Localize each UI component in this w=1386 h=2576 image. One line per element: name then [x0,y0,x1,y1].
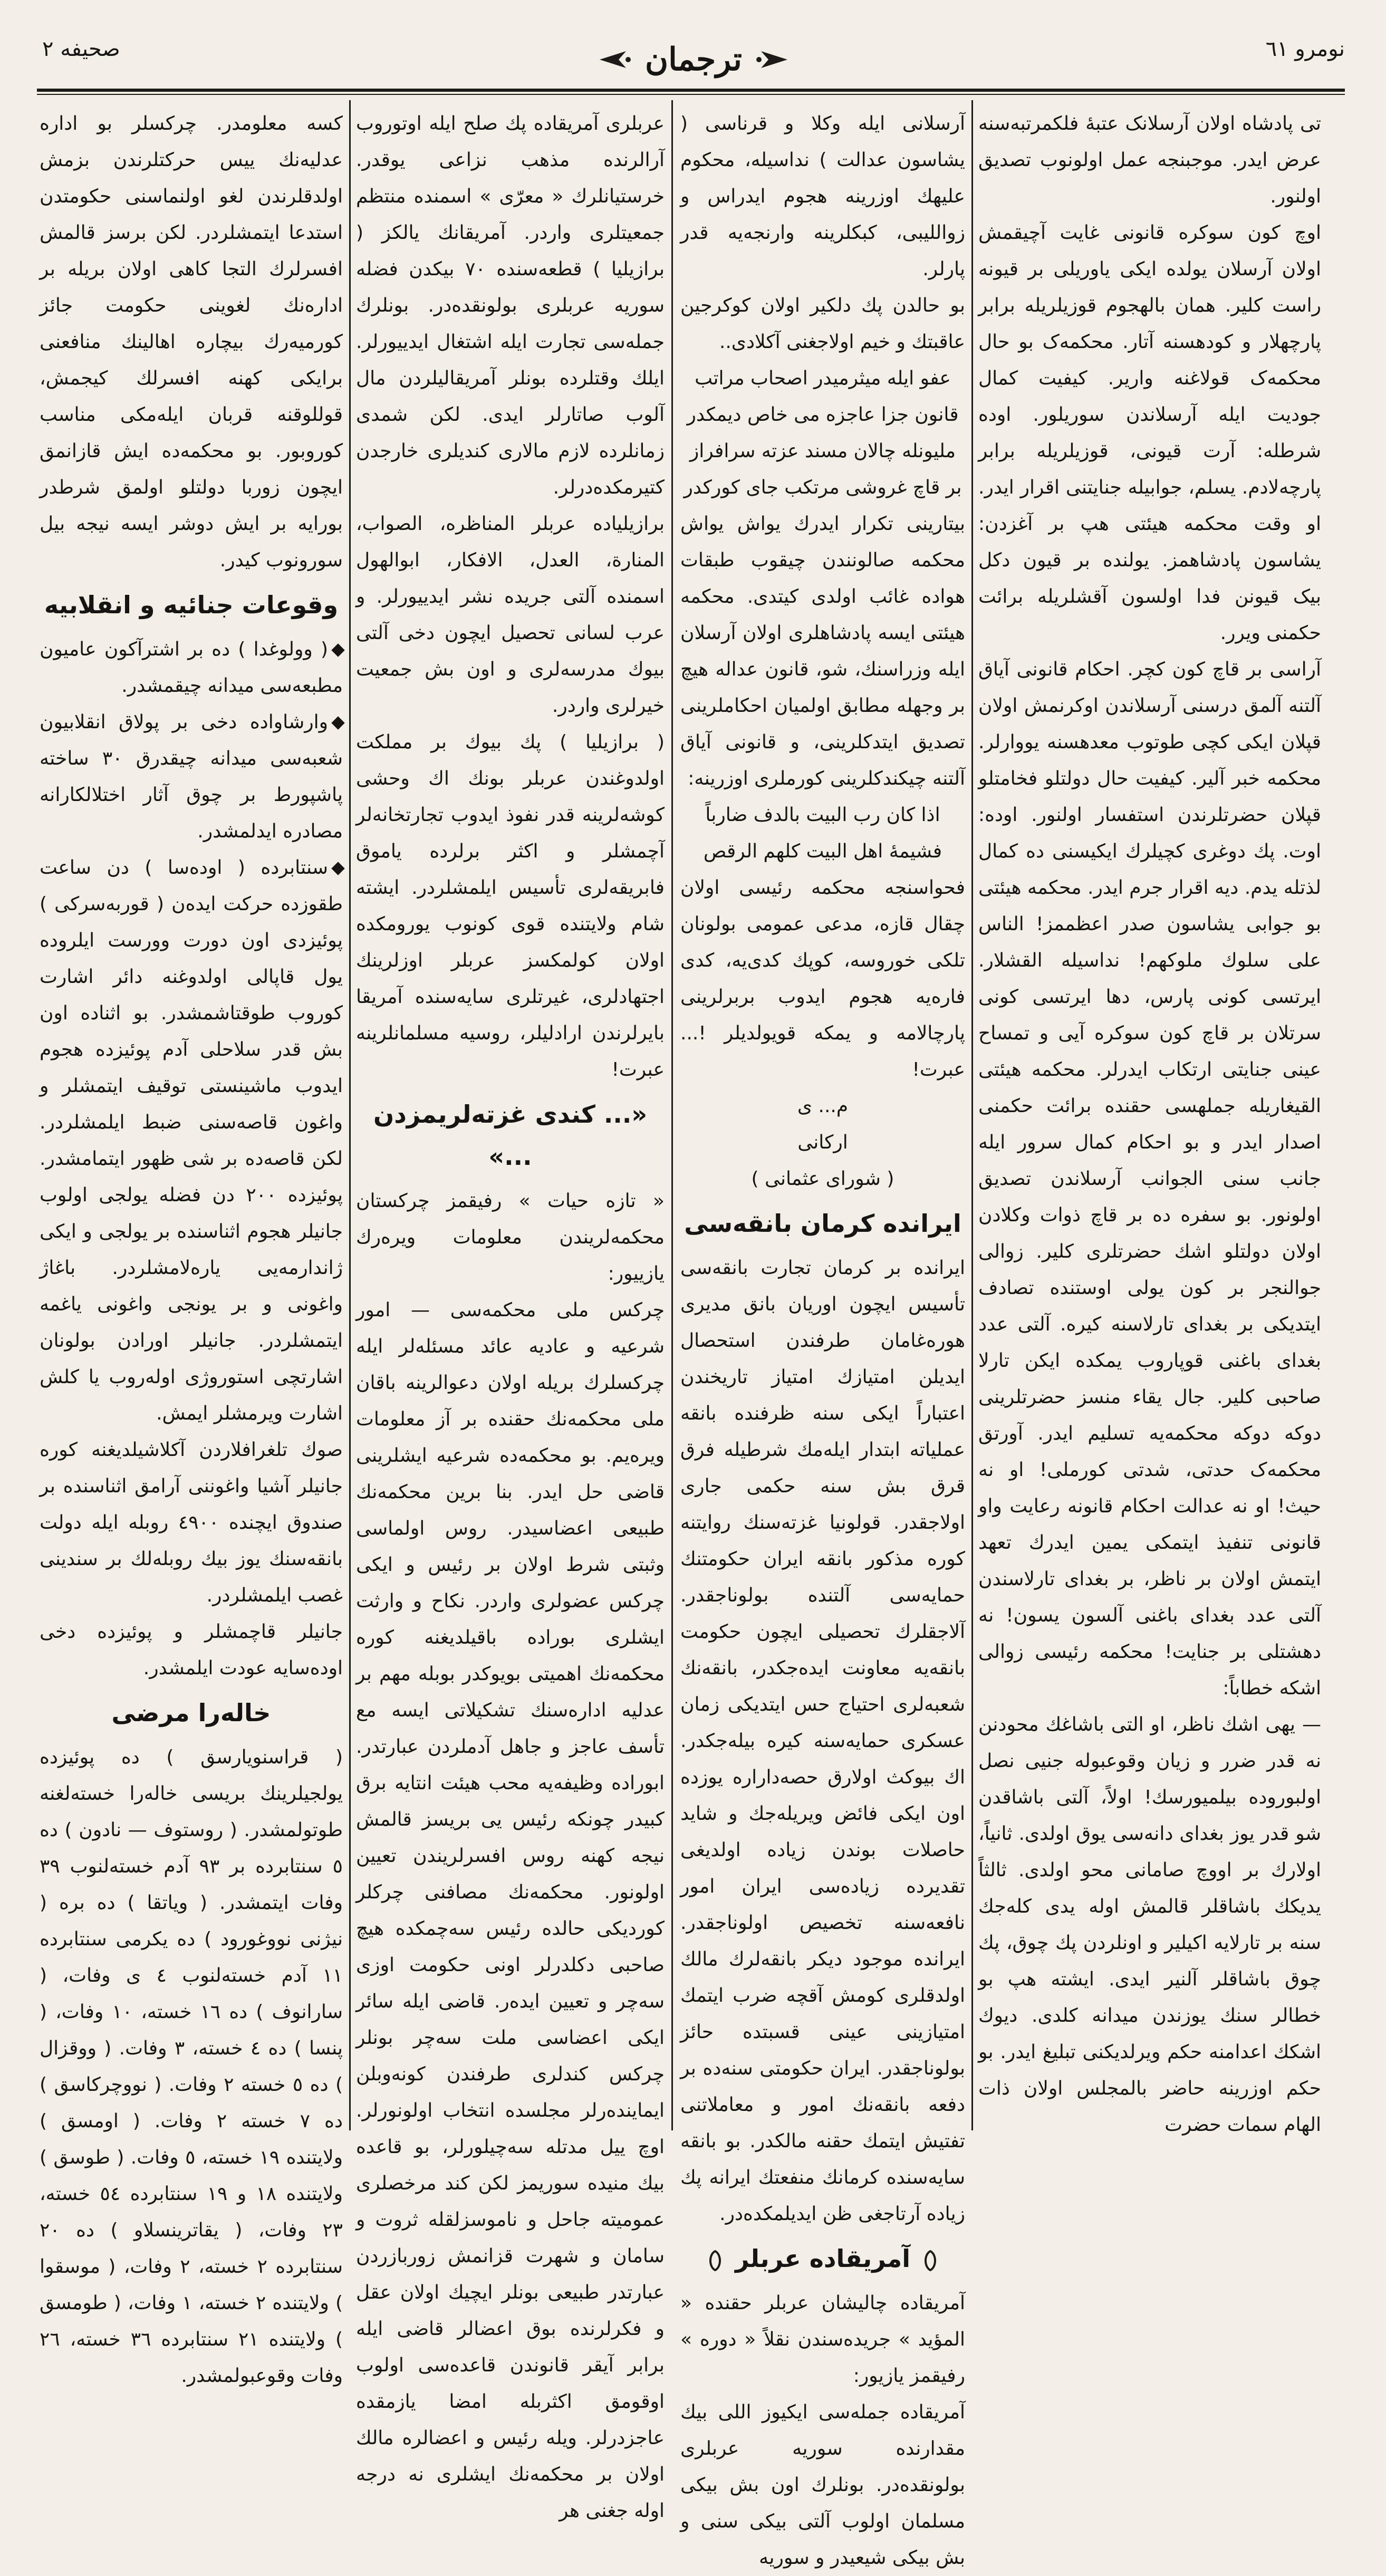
paragraph: کسه معلومدر. چرکسلر بو اداره عدلیه‌نك ییس حرکتلرندن بزمش اولدقلرندن لغو اولنماسنی حکومتدن استدعا ایتمشلردر. لکن برسز قالمش افسرلرك التجا کاهی اولان بریله بر اداره‌نك لغوینی حکومت جائز کورمیەرك بیچاره اهالینك منافعنی برایکی کهنه افسرلك کیجمش، قوللوقنه قربان ایلەمکی مناسب کوروبور. بو محکمه‌ده ایش قازانمق ایچون زوربا دولتلو اولمق شرطدر بورایه بر ایش دوشر ایسه نیجه بیل سورونوب کیدر. [40,113,343,571]
header-rule [37,89,1345,92]
paragraph: برازیلیاده عربلر المناظره، الصواب، المنارة، العدل، الافکار، ابوالهول اسمنده آلتی جریده نشر ایدییورلر. و عرب لسانی تحصیل ایچون دخی آلتی بیوك مدرسه‌لری و اون بش جمعیت خیرلری واردر. [356,513,665,717]
signature: ارکانی [797,1132,848,1153]
paragraph: ( قراسنویارسق ) ده پوئیزده یولجیلرینك بریسی خالەرا خسته‌لغنه طوتولمشدر. ( روستوف — نادون ) ده ٥ سنتابرده بر ٩٣ آدم خسته‌لنوب ٣٩ وفات ایتمشدر. ( ویاتقا ) ده بره ( نیژنی نووغورود ) ده یکرمی سنتابرده ١١ آدم خسته‌لنوب ٤ ی وفات، ( سارانوف ) ده ١٦ خسته، ١٠ وفات، ( پنسا ) ده ٤ خسته، ٣ وفات. ( ووقزال ) ده ٥ خسته ٢ وفات. ( نووچرکاسق ) ده ٧ خسته ٢ وفات. ( اومسق ) ولایتنده ١٩ خسته، ٥ وفات. ( طوسق ) ولایتنده ١٨ و ١٩ سنتابرده ٥٤ خسته، ٢٣ وفات، ( یقاترینسلاو ) ده ٢٠ سنتابرده ٢ خسته، ٢ وفات، ( موسقوا ) ولایتنده ٢ خسته، ١ وفات، ( طومسق ) ولایتنده ٢١ سنتابرده ٣٦ خسته، ٢٦ وفات وقوعبولمشدر. [40,1747,343,2387]
paragraph: ایرانده بر کرمان تجارت بانقه‌سی تأسیس ایچون اوریان بانق مدیری هوره‌غامان طرفندن استحصال ایدیلن امتیازك امتیاز تاریخندن اعتباراً ایکی سنه ظرفنده بانقه عملیاته ابتدار ایلەمك شرطیله فرق قرق بش سنه حکمی جاری اولاجقدر. قولونیا غزته‌سنك روایتنه کوره مذکور بانقه ایران حکومتنك حمایه‌سی آلتنده بولوناجقدر. آلاجقلرك تحصیلی ایچون حکومت بانقه‌یه معاونت ایده‌جکدر، بانقه‌نك شعبه‌لری احتیاج حس ایتدیکی زمان عسکری حمایه‌سنه کیره بیله‌جکدر. اك بیوکث اولارق حصه‌داراره یوزده اون ایکی فائض ویریله‌جك و شاید حاصلات بوندن زیاده اولدیغی تقدیرده زیاده‌سی ایران امور نافعه‌سنه تخصیص اولوناجقدر. ایرانده موجود دیکر بانقه‌لرك مالك اولدقلری کومش آقچه ضرب ایتمك امتیازینی عینی قسبتده حائز بولوناجقدر. ایران حکومتی سنه‌ده بر دفعه بانقه‌نك امور و معاملاتنی تفتیش ایتمك حقنه مالکدر. بو بانقه سایه‌سنده کرمانك منفعتك ایرانه پك زیاده آرتاجغی ظن ایدیلمکده‌در. [680,1257,965,2225]
news-item: سنتابرده ( اوده‌سا ) دن ساعت طقوزده حرکت ایدەن ( قوربەسرکی ) پوئیزدی اون دورت وورست ایلروده یول قاپالی اولدوغنه دائر اشارت کوروب طوقتاشمشدر. بو اثناده اون بش قدر سلاحلی آدم پوئیزده هجوم ایدوب ماشینستی توقیف ایتمشلر و واغون قاصه‌سنی ضبط ایلمشلردر. لکن قاصه‌ده بر شی ظهور ایتمامشدر. پوئیزده ٢٠٠ دن فضله یولجی اولوب جانیلر هجوم اثناسنده بر یولجی و ایکی ژاندارمه‌یی یاره‌لامشلردر. باغاژ واغونی و بر یونجی واغونی یاغمه ایتمشلردر. جانیلر اورادن بولونان اشارتچی استوروژی اوله‌روب یا کلش اشارت ویرمشلر ایمش. [40,850,343,1432]
news-item: وارشاواده دخی بر پولاق انقلابیون شعبه‌سی میدانه چیقدرق ٣٠ ساخته پاشپورط بر چوق آثار اختلالکارانه مصادره ایدلمشدر. [40,704,343,850]
verse-line: عفو ایله میثرمیدر اصحاب مراتب [695,368,951,389]
bullet-icon [331,716,344,729]
paragraph: بیتارینی تکرار ایدرك یواش یواش محکمه صالونندن چیقوب طبقات هواده غائب اولدی کیتدی. محکمه هیئتی ایسه پادشاهلری اولان آرسلان ایله وزراسنك، شو، قانون عداله هیچ بر وجهله مطابق اولمیان احکاملرینی تصدیق ایتدکلرینی، و قانونی آیاق آلتنه چیکندکلرینی کورملری اوزرینه: [680,513,965,789]
paragraph: فحواسنجه محکمه رئیسی اولان چقال قازه، مدعی عمومی بولونان تلکی خوروسه، کوپك کدی‌یه، کدی فاره‌یه هجوم ایدوب بربرلرینی پارچالامه و یمکه قویولدیلر !... عبرت! [680,877,965,1080]
header-rule-thin [37,94,1345,95]
paragraph: تی پادشاه اولان آرسلانک عتبهٔ فلکمرتبه‌سنه عرض ایدر. موجبنجه عمل اولونوب تصدیق اولنور. [978,113,1321,207]
verse-line: بر قاچ غروشی مرتکب جای کورکدر [684,477,962,498]
column-divider [971,100,973,2130]
paragraph: جانیلر قاچمشلر و پوئیزده دخی اوده‌سایه عودت ایلمشدر. [40,1621,343,1679]
fleuron-icon [919,2249,942,2272]
issue-number-label: نومرو ٦١ [1265,37,1345,61]
column-divider [349,100,351,2130]
ornament-right-icon [600,49,631,70]
paragraph: چرکس ملی محکمه‌سی — امور شرعیه و عادیه عائد مسئله‌لر ایله چرکسلرك بریله اولان دعوالرینه باقان ملی محکمه‌نك حقنده بر آز معلومات ویرەیم. بو محکمه‌ده شرعیه ایشلرینی قاضی حل ایدر. بنا برین محکمه‌نك طبیعی اعضاسیدر. روس اولماسی وثبتی شرط اولان بر رئیس و ایکی چرکس عضولری واردر. نکاح و وارثت ایشلری بوراده باقیلدیغنه کوره محکمه‌نك اهمیتی بویوکدر بوبله مهم بر عدلیه اداره‌سنك تشکیلاتی ایسه مع تأسف عاجز و جاهل آدملردن عبارتدر. ابوراده وظیفه‌یه محب هیئت انتایه برق کبیدر چونکه رئیس یی بریسز قالمش نیجه کهنه روس افسرلریندن تعیین اولونور. محکمه‌نك مصافنی چرکلر کوردیکی حالده رئیس سه‌چمکده هیچ صاحبی دکلدرلر اونی حکومت اوزی سه‌چر و تعیین ایدەر. قاضی ایله سائر ایکی اعضاسی ملت سه‌چر بونلر چرکس کندلری طرفندن کونەوبلن ایمایندەرلر مجلسده انتخاب اولونورلر. اوچ ییل مدتله سه‌چیلورلر، بو قاعده بیك منیدە سوریمز لکن کند مرخصلری عمومیته جاحل و ناموسزلقله ثروت و سامان و شهرت قزانمش زوربازردن عبارتدر طبیعی بونلر ایچیك اولان عقل و فکرلرنده بوق اعضالر قاضی ایله برابر آیقر قانوندن قاعده‌سی اولوب اوقومق اکثربله امضا یازمقده عاجزدرلر. ویله رئیس و اعضالره مالك اولان بر محکمه‌نك ایشلری نه درجه اولە جغنی هر [356,1299,665,2522]
news-item: ( وولوغدا ) ده بر اشترآکون عامیون مطبعه‌سی میدانه چیقمشدر. [40,631,343,704]
column-4 [40,105,343,2387]
paragraph: « تازه حیات » رفیقمز چرکستان محکمه‌لریندن معلومات ویرەرك یازییور: [356,1190,665,1285]
verse-line: قانون جزا عاجزه ‌می خاص دیمکدر [687,404,959,426]
signature: ( شورای عثمانی ) [751,1168,894,1190]
paragraph: آرسلانی ایله وکلا و قرناسی ( یشاسون عدالت ) نداسیله، محکوم علیهك اوزرینه هجوم ایدراس و زواللیبی، کبکلرینه وارنجه‌یه قدر پارلر. [680,113,965,280]
paragraph: — یهی اشك ناظر، او التی باشاغك محودنن نه قدر ضرر و زیان وقوعبوله جنیی نصل اولبوروده بیلمیورسك! اولاً، آلتی باشاقدن شو قدر یوز بغدای دانه‌سی یوق اولدی. ثانیاً، اولارك بر اووچ صامانی محو اولدی. ثالثاً یدیکك باشاقلر قالمش اوله یدی کله‌جك سنه بر تارلایه اکیلیر و اونلردن پك چوق، پك چوق باشاقلر آلنیر ایدی. ایشته هپ بو خطالر سنك یوزندن میدانه کلدی. دیوك اشکك اعدامنه حکم ویرلدیکنی تبلیغ ایدر. بو حکم اوزرینه حاضر بالمجلس اولان ذات الهام سمات حضرت [978,1714,1321,2136]
paragraph: صوك تلغرافلاردن آکلاشیلدیغنه کوره جانیلر آشیا واغوننی آرامق اثناسنده بر صندوق ایچنده ٤٩٠٠ روبله ایله دولت بانقه‌سنك یوز بیك روبله‌لك بر سندینی غصب ایلمشلردر. [40,1439,343,1606]
verse-line: فشیمهٔ اهل البیت کلهم الرقص [703,841,942,862]
column-1 [978,105,1321,2136]
verse-line: اذا کان رب البیت بالدف ضارباً [705,804,940,826]
fleuron-icon [704,2249,727,2272]
section-heading-own-papers: «... کندی غزته‌لریمزدن ...» [373,1100,648,1171]
section-heading-crimes: وقوعات جنائیه و انقلابیه [44,591,339,619]
page-number-label: صحیفه ۲ [42,37,120,61]
verse-line: ملیونله چالان مسند عزته سرافراز [689,440,956,462]
column-divider [671,100,673,2130]
paragraph: ( برازیلیا ) پك بیوك بر مملکت اولدوغندن عربلر بونك اك وحشی کوشه‌لرینه قدر نفوذ ایدوب تجارتخانه‌لر آچمشلر و اکثر برلرده یاموق فابریقه‌لری تأسیس ایلمشلردر. ایشته شام ولایتنده قوی کونوب یورومکده اولان کولمکسز عربلر اوزلرینك اجتهادلری، غیرتلری سایه‌سنده آمریقا بایرلرندن ارادلیلر، روسیه مسلمانلرینه عبرت! [356,731,665,1080]
section-heading-cholera: خالەرا مرضی [111,1699,271,1727]
column-2 [680,105,965,2569]
paragraph: آراسی بر قاچ کون کچر. احکام قانونی آیاق آلتنه آلمق درسنی آرسلاندن اوکرنمش اولان قپلان ایکی کچی طوتوب معدهسنه یووارلر. محکمه خبر آلیر. کیفیت حال دولتلو فخامتلو قپلان حضرتلرندن استفسار اولنور. اوده: اوت. پك دوغری کچیلرك ایکیسنی ده کمال لذتله یدم. دیه اقرار جرم ایدر. محکمه هیئتی بو جوابی یشاسون صدر اعظممز! الناس علی سلوك ملوكهم! ندا‌سیله القشلار. ایرتسی کونی پارس، دها ایرتسی کونی سرتلان بر قاچ کون سوکره آیی و تمساح عینی جنایتی ارتکاب ایدرلر. محکمه هیئتی القیغاریله جملهسی حقنده برائت حکمنی اصدار ایدر و بو احکام کمال سرور ایله جانب سنی الجوانب آرسلاندن تصدیق اولونور. بو سفره ده بر قاچ ذوات وکلادن اولان دولتلو اشك حضرتلری کلیر. زوالی جوالنجر بر کون یولی اوستنده تصادف ایتدیکی بر بغدای تارلاسنه کیره. آلتی عدد بغدای باغنی قوپاروب یمکده ایکن تارلا صاحبی کلیر. جال یقاء منسز حضرتلرینی دوکه دوکه محکمه‌یه تسلیم ایدر. آورتق محکمه‌ک حدتی، شدتی کورملی! او نه حیث! او نه عدالت احکام قانونه رعایت واو قانونی تنفیذ ایتمکی یمین ایدرك تعهد ایتمش اولان بر ناظر، بر بغدای تارلاسندن آلتی عدد بغدای باغنی آلسون یسون! نه دهشتلی بر جنایت! محکمه رئیسی زوالی اشکه خطاباً: [978,659,1321,1699]
column-3 [356,105,665,2522]
paragraph: بو حالدن پك دلکیر اولان کوکرجین عاقبتك و خیم اولاجغنی آکلادی.. [680,295,965,353]
masthead-title: ترجمان [645,41,742,78]
section-heading-kerman-bank: ایرانده کرمان بانقه‌سی [684,1209,961,1238]
paragraph: آمریقاده چالیشان عربلر حقنده « المؤید » جریده‌سندن نقلاً « دوره » رفیقمز یازیور: [680,2292,965,2387]
masthead [600,41,787,78]
signature: م... ی [797,1095,849,1117]
ornament-left-icon [756,49,787,70]
paragraph: عربلری آمریقاده پك صلح ایله اوتوروب آرالرنده مذهب نزاعی یوقدر. خرستیانلرك « معرّی » اسمنده منتظم جمعیتلری واردر. آمریقانك یالکز ( برازیلیا ) قطعه‌سنده ٧٠ بیکدن فضله سوریه عربلری بولونقده‌در. بونلرك جمله‌سی تجارت ایله اشتغال ایدییورلر. ایلك وقتلرده بونلر آمریقالیلردن مال آلوب صاتارلر ایدی. لکن شمدی زمانلرده لازم مالاری کندیلری خارجدن کتیرمکده‌درلر. [356,113,665,498]
paragraph: آمریقاده جمله‌سی ایکیوز اللی بیك مقدارنده سوریه عربلری بولونقده‌در. بونلرك اون بش بیکی مسلمان اولوب آلتی بیکی سنی و بش بیکی شیعیدر و سوریه [680,2401,965,2569]
bullet-icon [331,862,344,875]
paragraph: اوچ کون سوکره قانونی غایت آچیقمش اولان آرسلان یولده ایکی یاوریلی بر قیونه راست کلیر. همان بالهجوم قوزیلریله برابر پارچهلار و کودهسنه آتار. محکمه‌ک بو حال محکمه‌ک قولاغنه واریر. کیفیت کمال جودیت ایله آرسلاندن سوریلور. اوده شرطله: آرت قیونی، قوزیلریله برابر پارچه‌لادم. یسلم، جوابیله جنایتنی اقرار ایدر. او وقت محکمه هیئتی هپ بر آغزدن: یشاسون پادشاهمز. یولنده بر قیون دکل بیک قیونن فدا اولسون آقشلریله برائت حکمنی ویرر. [978,222,1321,644]
bullet-icon [331,643,344,657]
page-header [37,21,1350,95]
section-heading-america-arabs: آمریقاده عربلر [680,2237,965,2280]
